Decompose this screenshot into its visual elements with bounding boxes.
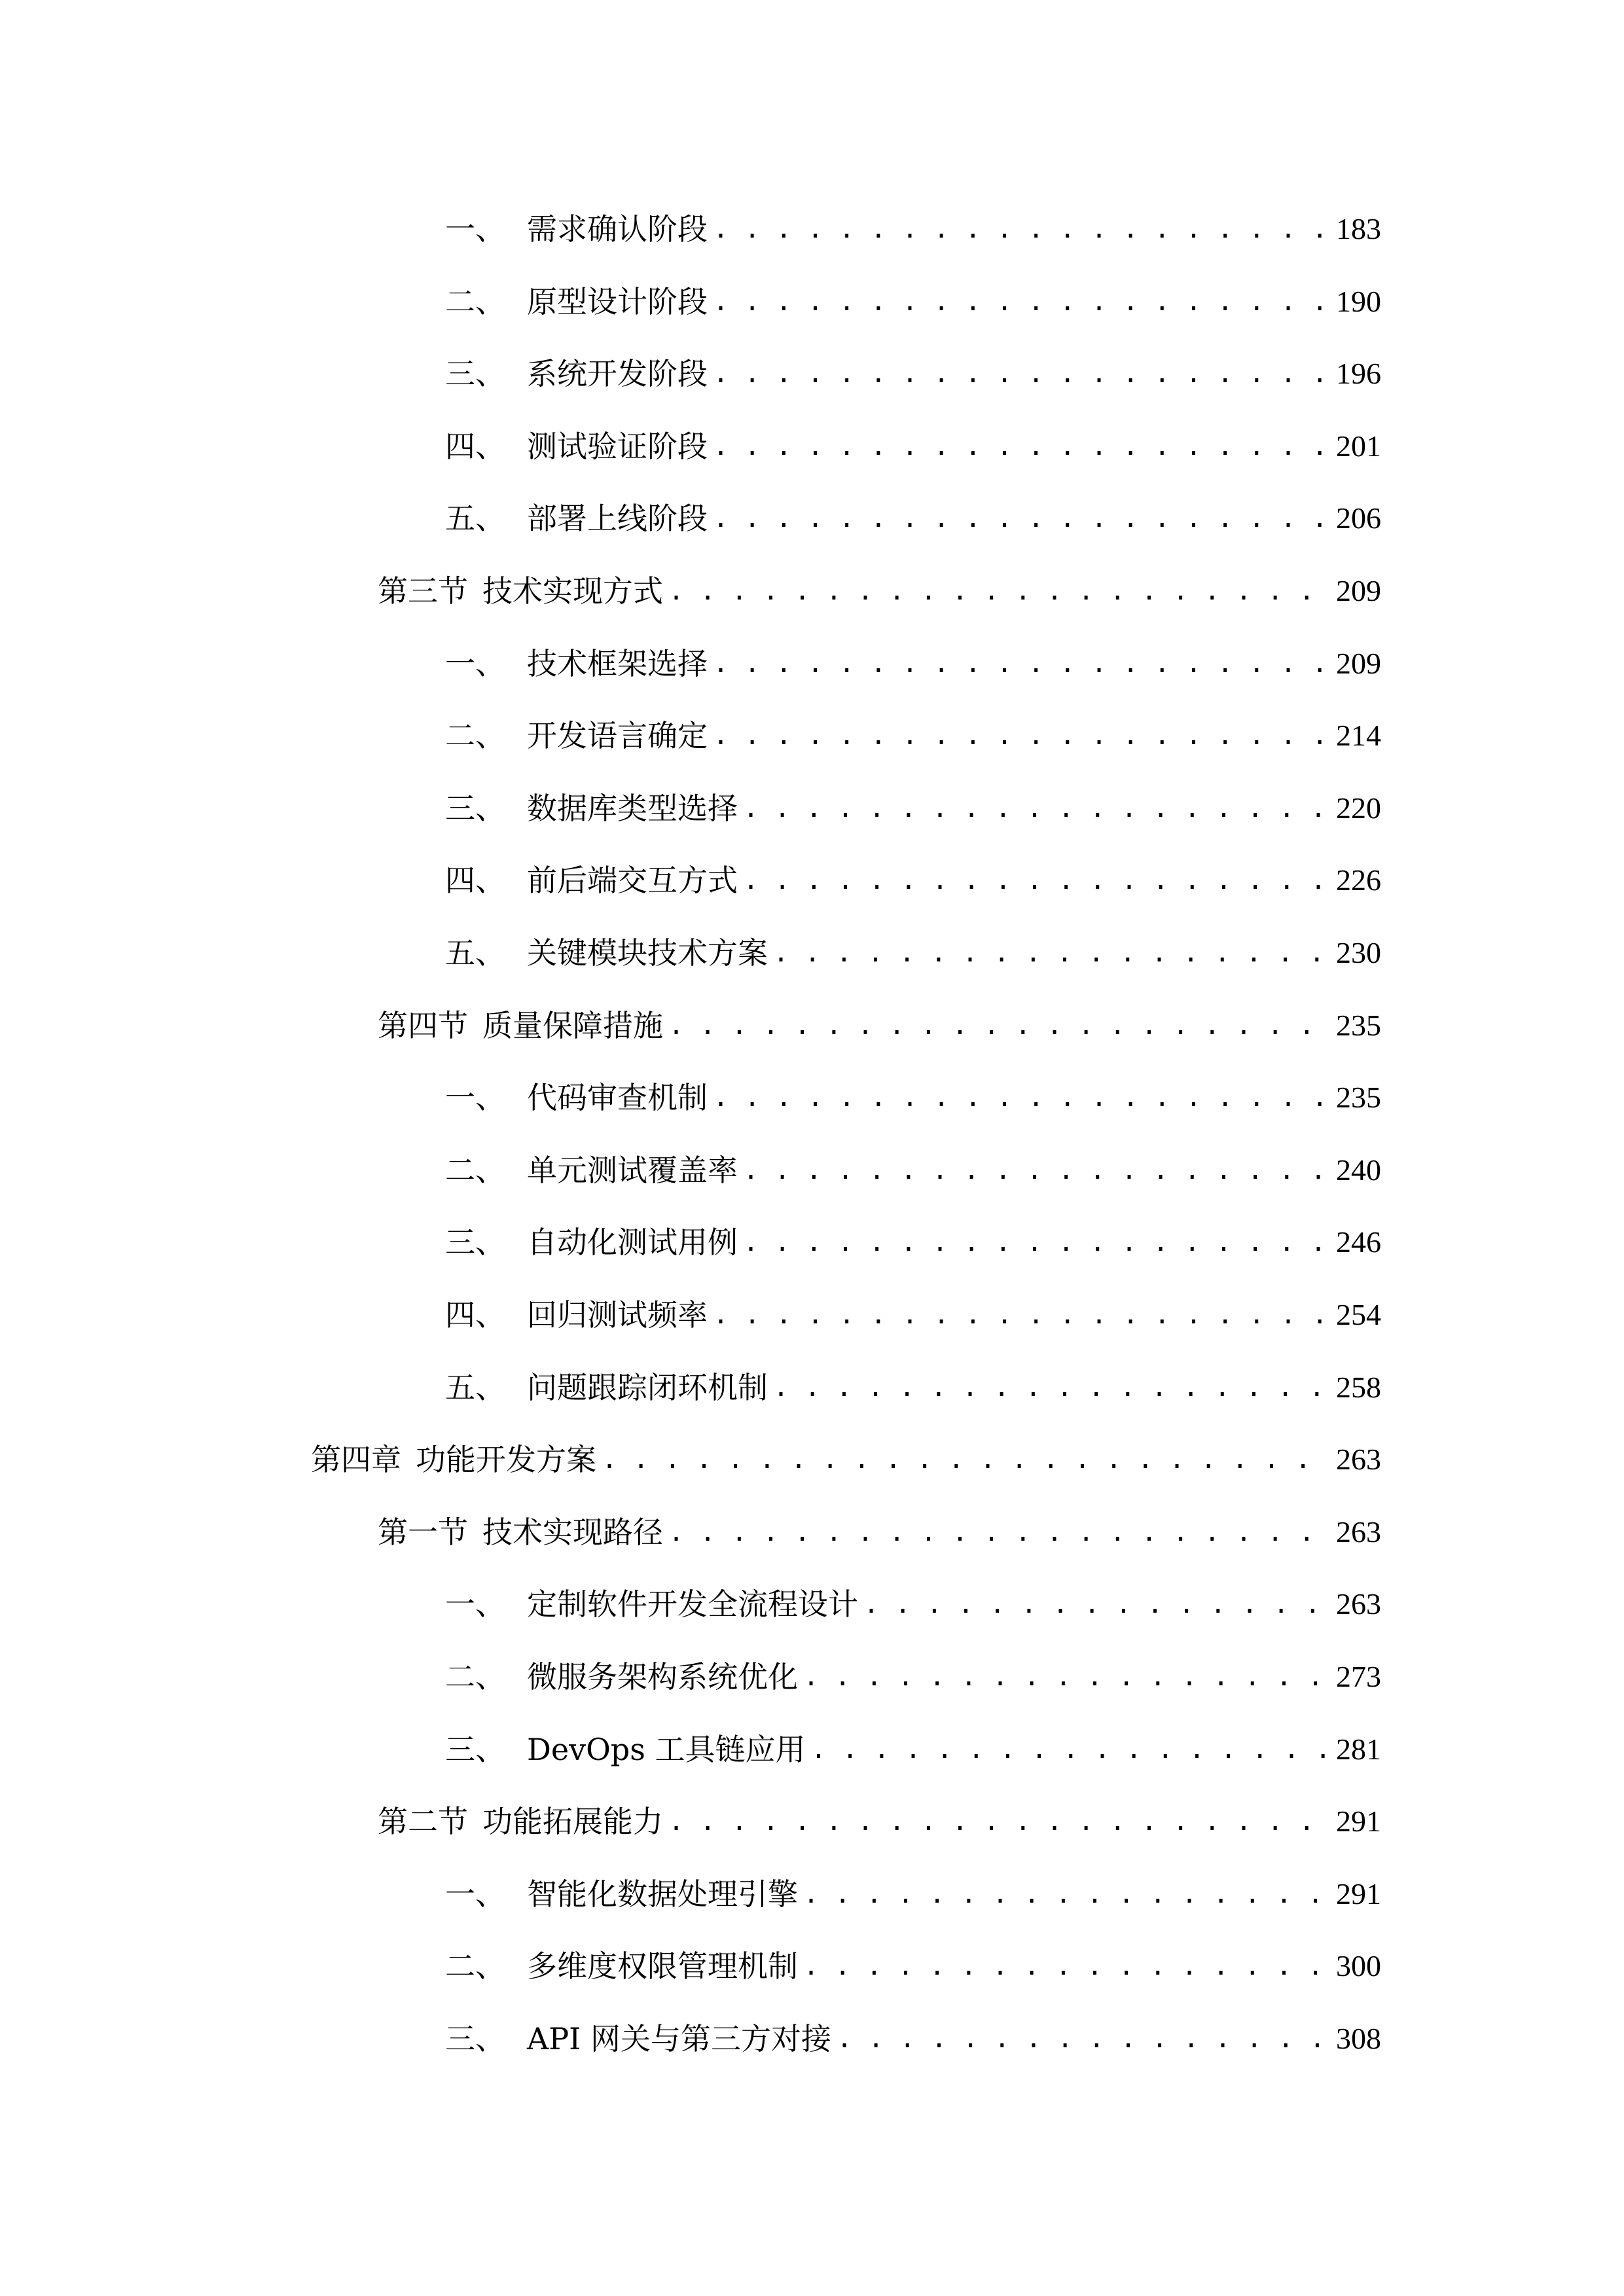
toc-entry-number: 五、 — [445, 501, 505, 536]
toc-page-number: 214 — [1336, 719, 1381, 752]
toc-entry-number: 第二节 — [378, 1804, 468, 1839]
dot-leader — [743, 1219, 1326, 1265]
dot-leader — [810, 1727, 1326, 1772]
dot-leader — [713, 279, 1326, 325]
toc-entry-title: 单元测试覆盖率 — [527, 1153, 738, 1188]
toc-entry-title: 功能拓展能力 — [482, 1804, 663, 1839]
toc-entry-number: 第四章 — [311, 1442, 401, 1477]
toc-entry-number: 二、 — [445, 1659, 505, 1695]
dot-leader — [713, 1292, 1326, 1338]
toc-entry-number: 第四节 — [378, 1008, 468, 1043]
toc-entry-title: 测试验证阶段 — [527, 429, 708, 464]
toc-entry-number: 二、 — [445, 718, 505, 753]
toc-item-entry[interactable] — [445, 2016, 1381, 2062]
toc-section-entry[interactable] — [378, 1509, 1381, 1555]
toc-entry-title: 定制软件开发全流程设计 — [527, 1587, 858, 1622]
toc-entry-number: 一、 — [445, 1876, 505, 1912]
toc-page-number: 235 — [1336, 1009, 1381, 1042]
toc-page-number: 263 — [1336, 1587, 1381, 1621]
toc-item-entry[interactable] — [445, 1292, 1381, 1338]
dot-leader — [713, 713, 1326, 759]
toc-entry-title: 技术实现方式 — [482, 573, 663, 609]
dot-leader — [668, 1003, 1326, 1049]
toc-page-number: 240 — [1336, 1153, 1381, 1187]
toc-page-number: 300 — [1336, 1949, 1381, 1982]
toc-entry-title: 代码审查机制 — [527, 1080, 708, 1115]
toc-entry-number: 三、 — [445, 1225, 505, 1260]
toc-entry-title: 数据库类型选择 — [527, 791, 738, 826]
toc-entry-title: DevOps 工具链应用 — [527, 1732, 806, 1767]
toc-page-number: 183 — [1336, 212, 1381, 245]
toc-entry-title: 系统开发阶段 — [527, 356, 708, 391]
toc-entry-title: 问题跟踪闭环机制 — [527, 1370, 768, 1405]
toc-entry-title: API 网关与第三方对接 — [527, 2021, 831, 2056]
toc-entry-title: 需求确认阶段 — [527, 211, 708, 247]
toc-page-number: 254 — [1336, 1298, 1381, 1331]
toc-item-entry[interactable] — [445, 1727, 1381, 1772]
toc-page-number: 190 — [1336, 285, 1381, 318]
toc-item-entry[interactable] — [445, 857, 1381, 903]
dot-leader — [773, 1365, 1326, 1410]
dot-leader — [668, 568, 1326, 614]
toc-entry-title: 部署上线阶段 — [527, 501, 708, 536]
dot-leader — [837, 2016, 1326, 2062]
toc-entry-number: 四、 — [445, 863, 505, 898]
toc-page-number: 226 — [1336, 863, 1381, 897]
toc-entry-number: 二、 — [445, 1948, 505, 1984]
toc-section-entry[interactable] — [378, 1799, 1381, 1844]
toc-item-entry[interactable] — [445, 351, 1381, 397]
toc-item-entry[interactable] — [445, 1365, 1381, 1410]
toc-entry-title: 功能开发方案 — [416, 1442, 596, 1477]
toc-chapter-entry[interactable] — [311, 1437, 1381, 1482]
toc-item-entry[interactable] — [445, 1581, 1381, 1627]
toc-page-number: 209 — [1336, 574, 1381, 607]
toc-entry-number: 一、 — [445, 211, 505, 247]
dot-leader — [668, 1799, 1326, 1844]
toc-entry-title: 多维度权限管理机制 — [527, 1948, 798, 1984]
dot-leader — [773, 930, 1326, 976]
toc-item-entry[interactable] — [445, 785, 1381, 831]
toc-entry-title: 质量保障措施 — [482, 1008, 663, 1043]
toc-item-entry[interactable] — [445, 1219, 1381, 1265]
toc-item-entry[interactable] — [445, 1654, 1381, 1700]
toc-item-entry[interactable] — [445, 206, 1381, 252]
toc-page-number: 206 — [1336, 501, 1381, 535]
toc-page-number: 291 — [1336, 1877, 1381, 1910]
toc-section-entry[interactable] — [378, 568, 1381, 614]
toc-page-number: 291 — [1336, 1804, 1381, 1838]
dot-leader — [743, 1147, 1326, 1193]
toc-item-entry[interactable] — [445, 1871, 1381, 1917]
toc-item-entry[interactable] — [445, 495, 1381, 541]
toc-entry-number: 四、 — [445, 429, 505, 464]
toc-page-number: 209 — [1336, 647, 1381, 680]
dot-leader — [743, 785, 1326, 831]
toc-entry-number: 一、 — [445, 1587, 505, 1622]
dot-leader — [803, 1871, 1326, 1917]
dot-leader — [803, 1654, 1326, 1700]
toc-page-number: 230 — [1336, 936, 1381, 969]
dot-leader — [743, 857, 1326, 903]
toc-item-entry[interactable] — [445, 1075, 1381, 1121]
toc-entry-title: 回归测试频率 — [527, 1297, 708, 1333]
toc-page-number: 246 — [1336, 1225, 1381, 1259]
toc-page-number: 273 — [1336, 1660, 1381, 1693]
dot-leader — [713, 351, 1326, 397]
toc-entry-number: 三、 — [445, 1732, 505, 1767]
toc-item-entry[interactable] — [445, 713, 1381, 759]
toc-entry-title: 智能化数据处理引擎 — [527, 1876, 798, 1912]
dot-leader — [668, 1509, 1326, 1555]
toc-page-number: 196 — [1336, 357, 1381, 390]
toc-page-number: 201 — [1336, 429, 1381, 463]
toc-entry-number: 二、 — [445, 1153, 505, 1188]
toc-page-number: 263 — [1336, 1443, 1381, 1476]
dot-leader — [713, 641, 1326, 687]
toc-entry-number: 五、 — [445, 1370, 505, 1405]
toc-page-number: 308 — [1336, 2022, 1381, 2055]
toc-page-number: 235 — [1336, 1081, 1381, 1114]
dot-leader — [803, 1943, 1326, 1989]
toc-entry-title: 原型设计阶段 — [527, 284, 708, 319]
toc-section-entry[interactable] — [378, 1003, 1381, 1049]
toc-entry-number: 三、 — [445, 356, 505, 391]
toc-item-entry[interactable] — [445, 641, 1381, 687]
toc-item-entry[interactable] — [445, 1147, 1381, 1193]
toc-page-number: 258 — [1336, 1371, 1381, 1404]
toc-entry-number: 第一节 — [378, 1515, 468, 1550]
toc-item-entry[interactable] — [445, 423, 1381, 469]
dot-leader — [713, 423, 1326, 469]
toc-item-entry[interactable] — [445, 930, 1381, 976]
toc-entry-title: 开发语言确定 — [527, 718, 708, 753]
toc-entry-title: 技术实现路径 — [482, 1515, 663, 1550]
toc-entry-title: 前后端交互方式 — [527, 863, 738, 898]
dot-leader — [713, 495, 1326, 541]
dot-leader — [863, 1581, 1326, 1627]
toc-entry-title: 微服务架构系统优化 — [527, 1659, 798, 1695]
toc-entry-number: 三、 — [445, 2021, 505, 2056]
toc-page-number: 281 — [1336, 1732, 1381, 1766]
toc-entry-title: 技术框架选择 — [527, 646, 708, 681]
toc-item-entry[interactable] — [445, 279, 1381, 325]
toc-entry-number: 二、 — [445, 284, 505, 319]
toc-entry-number: 四、 — [445, 1297, 505, 1333]
toc-item-entry[interactable] — [445, 1943, 1381, 1989]
dot-leader — [713, 206, 1326, 252]
dot-leader — [713, 1075, 1326, 1121]
toc-entry-number: 五、 — [445, 935, 505, 971]
toc-entry-number: 一、 — [445, 1080, 505, 1115]
dot-leader — [602, 1437, 1326, 1482]
toc-entry-number: 三、 — [445, 791, 505, 826]
toc-entry-title: 自动化测试用例 — [527, 1225, 738, 1260]
toc-entry-title: 关键模块技术方案 — [527, 935, 768, 971]
toc-entry-number: 一、 — [445, 646, 505, 681]
toc-entry-number: 第三节 — [378, 573, 468, 609]
toc-page-number: 263 — [1336, 1515, 1381, 1549]
toc-page-number: 220 — [1336, 791, 1381, 825]
